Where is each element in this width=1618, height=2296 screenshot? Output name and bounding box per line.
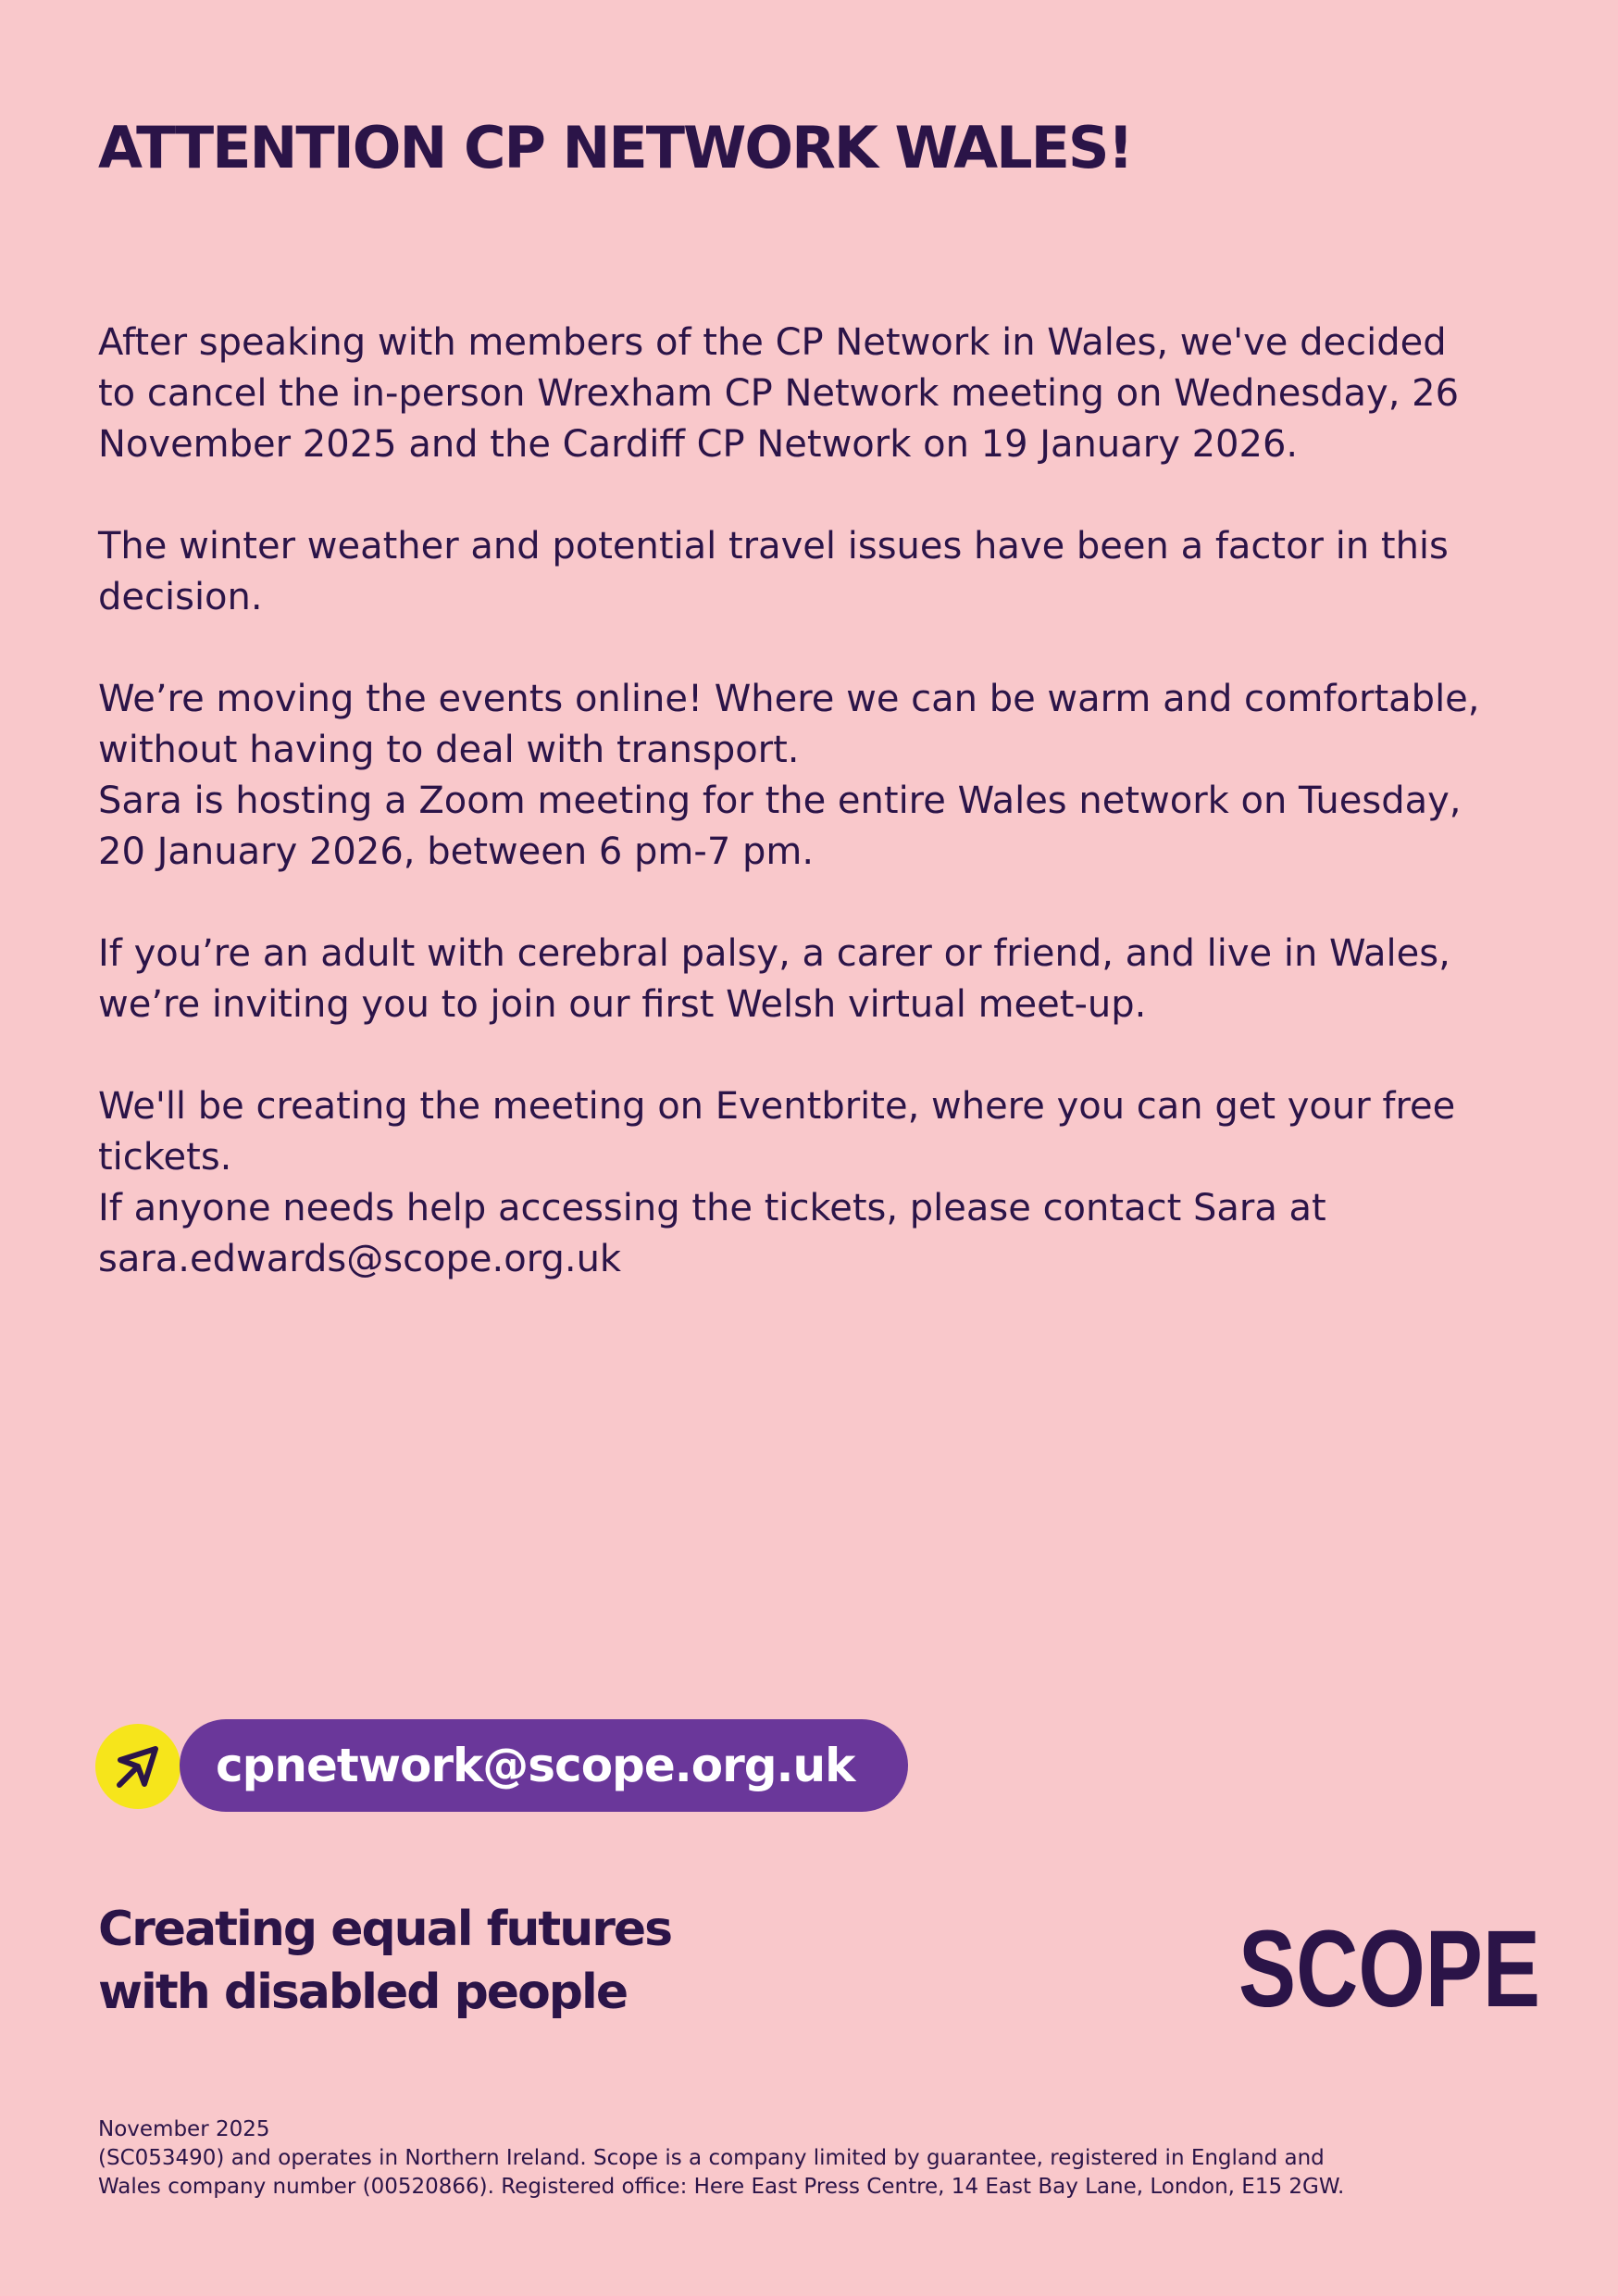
tagline-line: Creating equal futures: [98, 1902, 672, 1957]
footer-legal-line: (SC053490) and operates in Northern Ireland. Scope is a company limited by guarantee, registered in England and: [98, 2146, 1325, 2170]
paragraph-gap: [98, 878, 1561, 929]
contact-email-link[interactable]: cpnetwork@scope.org.uk: [180, 1719, 908, 1812]
contact-email-sara[interactable]: sara.edwards@scope.org.uk: [98, 1238, 622, 1280]
body-line: tickets.: [98, 1136, 232, 1179]
body-line: to cancel the in-person Wrexham CP Network meeting on Wednesday, 26: [98, 372, 1460, 415]
paragraph-gap: [98, 623, 1561, 674]
body-line: without having to deal with transport.: [98, 729, 800, 771]
footer-legal-line: Wales company number (00520866). Registered office: Here East Press Centre, 14 East Bay Lane, London, E15 2GW.: [98, 2175, 1345, 2199]
body-line: If you’re an adult with cerebral palsy, a carer or friend, and live in Wales,: [98, 932, 1450, 975]
body-line: November 2025 and the Cardiff CP Network on 19 January 2026.: [98, 423, 1299, 466]
body-line: decision.: [98, 576, 263, 618]
page-title: ATTENTION CP NETWORK WALES!: [98, 114, 1132, 181]
scope-logo-text: SCOPE: [1238, 1908, 1540, 2030]
body-line: We'll be creating the meeting on Eventbrite, where you can get your free: [98, 1085, 1456, 1128]
body-text: [98, 318, 1561, 1285]
body-line: If anyone needs help accessing the tickets, please contact Sara at: [98, 1187, 1326, 1229]
body-line: We’re moving the events online! Where we can be warm and comfortable,: [98, 678, 1480, 720]
body-line: we’re inviting you to join our first Welsh virtual meet-up.: [98, 983, 1147, 1026]
body-line: 20 January 2026, between 6 pm-7 pm.: [98, 830, 815, 873]
footer-date: November 2025: [98, 2117, 270, 2141]
paragraph-gap: [98, 470, 1561, 521]
body-line: Sara is hosting a Zoom meeting for the entire Wales network on Tuesday,: [98, 780, 1462, 822]
body-line: The winter weather and potential travel issues have been a factor in this: [98, 525, 1449, 568]
send-arrow-icon: [95, 1724, 180, 1809]
body-line: After speaking with members of the CP Network in Wales, we've decided: [98, 321, 1447, 364]
tagline-line: with disabled people: [98, 1965, 628, 2020]
footer: [98, 2115, 1344, 2202]
scope-logo: [1237, 1908, 1542, 2030]
paragraph-gap: [98, 1030, 1561, 1081]
tagline: [98, 1898, 671, 2024]
